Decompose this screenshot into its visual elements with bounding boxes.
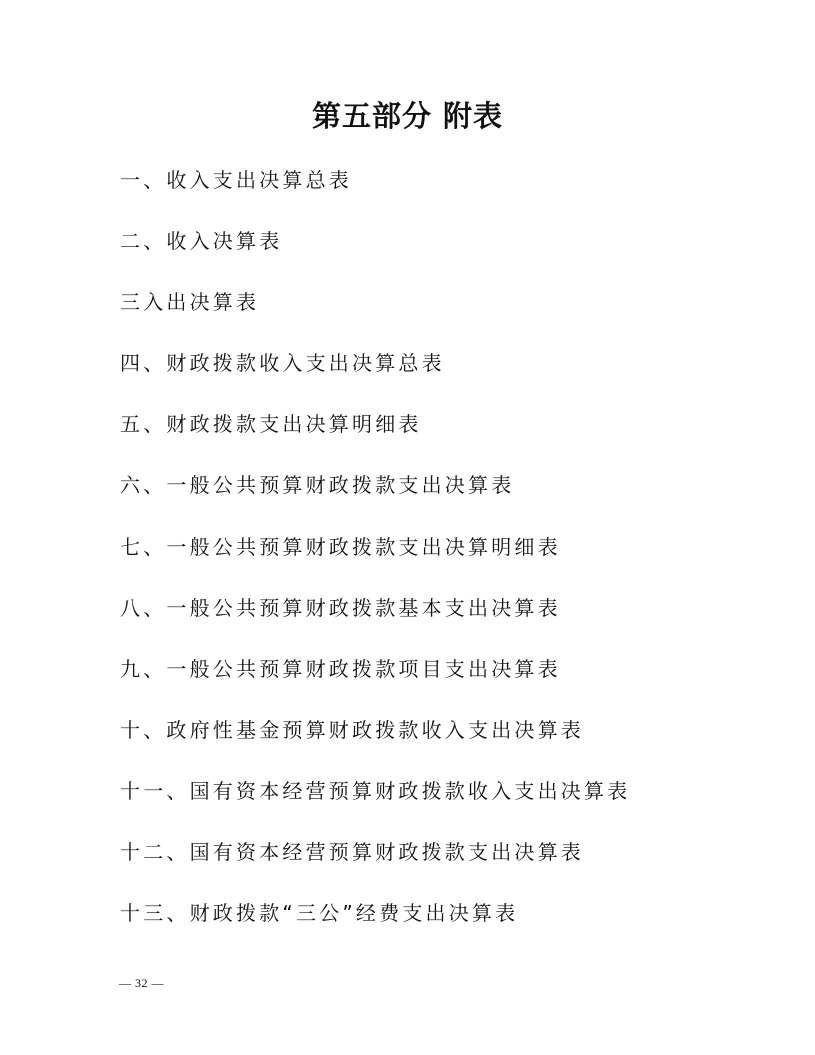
list-item: 十一、国有资本经营预算财政拨款收入支出决算表 bbox=[120, 778, 631, 803]
list-item: 十三、财政拨款“三公”经费支出决算表 bbox=[120, 901, 519, 926]
list-item: 二、收入决算表 bbox=[120, 229, 283, 254]
list-item: 五、财政拨款支出决算明细表 bbox=[120, 412, 422, 437]
list-item: 三入出决算表 bbox=[120, 290, 260, 315]
list-item: 七、一般公共预算财政拨款支出决算明细表 bbox=[120, 534, 561, 559]
list-item: 六、一般公共预算财政拨款支出决算表 bbox=[120, 473, 515, 498]
list-item: 八、一般公共预算财政拨款基本支出决算表 bbox=[120, 595, 561, 620]
list-item: 一、收入支出决算总表 bbox=[120, 168, 352, 192]
page-title: 第五部分 附表 bbox=[311, 99, 504, 133]
list-item: 十二、国有资本经营预算财政拨款支出决算表 bbox=[120, 840, 584, 865]
page-number: — 32 — bbox=[119, 976, 164, 990]
list-item: 四、财政拨款收入支出决算总表 bbox=[120, 351, 445, 376]
list-item: 九、一般公共预算财政拨款项目支出决算表 bbox=[120, 656, 561, 681]
appendix-table-list bbox=[120, 164, 630, 958]
list-item: 十、政府性基金预算财政拨款收入支出决算表 bbox=[120, 717, 584, 742]
